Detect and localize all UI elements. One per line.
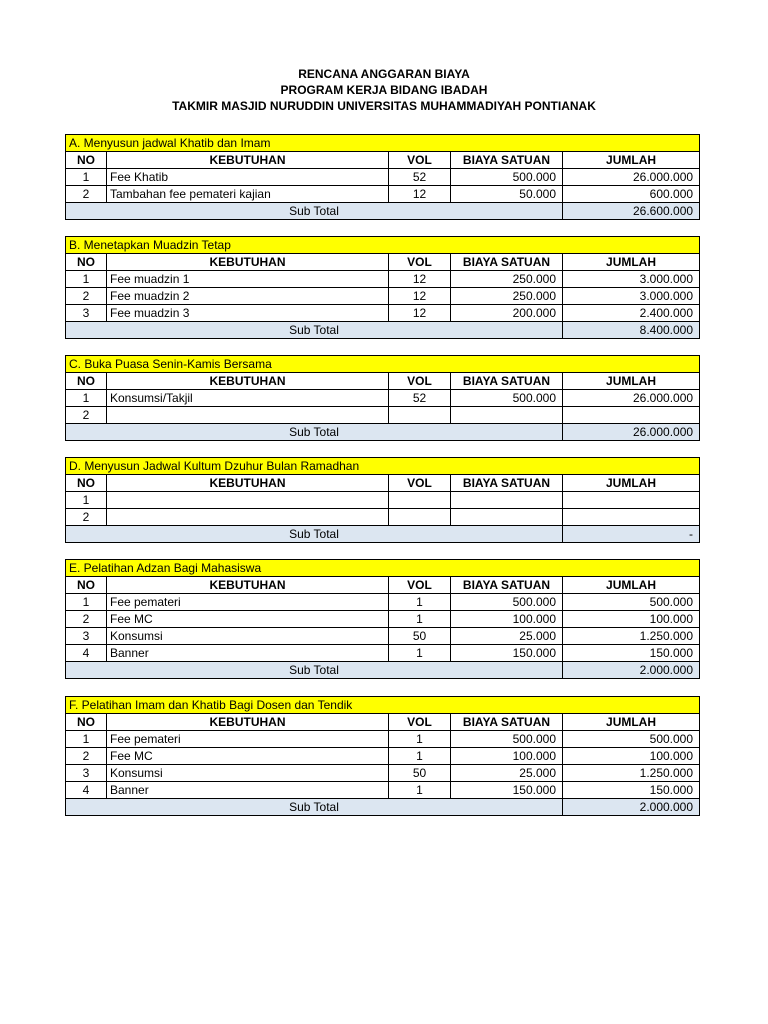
header-biaya-satuan: BIAYA SATUAN bbox=[451, 373, 563, 390]
cell-kebutuhan: Banner bbox=[107, 645, 389, 662]
cell-no: 4 bbox=[66, 645, 107, 662]
cell-no: 1 bbox=[66, 169, 107, 186]
column-header-row bbox=[66, 254, 700, 271]
section-title: E. Pelatihan Adzan Bagi Mahasiswa bbox=[66, 560, 700, 577]
cell-no: 1 bbox=[66, 390, 107, 407]
column-header-row bbox=[66, 714, 700, 731]
header-vol: VOL bbox=[389, 373, 451, 390]
cell-no: 2 bbox=[66, 407, 107, 424]
section-title-row bbox=[66, 458, 700, 475]
cell-biaya-satuan: 500.000 bbox=[451, 169, 563, 186]
cell-no: 2 bbox=[66, 748, 107, 765]
title-line-1: RENCANA ANGGARAN BIAYA bbox=[298, 67, 470, 81]
cell-biaya-satuan: 25.000 bbox=[451, 628, 563, 645]
cell-kebutuhan: Fee Khatib bbox=[107, 169, 389, 186]
cell-biaya-satuan: 250.000 bbox=[451, 288, 563, 305]
cell-vol: 52 bbox=[389, 169, 451, 186]
header-jumlah: JUMLAH bbox=[563, 714, 700, 731]
section-title: B. Menetapkan Muadzin Tetap bbox=[66, 237, 700, 254]
cell-no: 2 bbox=[66, 509, 107, 526]
cell-biaya-satuan: 500.000 bbox=[451, 731, 563, 748]
cell-vol: 12 bbox=[389, 305, 451, 322]
subtotal-row bbox=[66, 322, 700, 339]
budget-table bbox=[65, 696, 700, 816]
table-row bbox=[66, 186, 700, 203]
cell-biaya-satuan: 500.000 bbox=[451, 594, 563, 611]
cell-kebutuhan: Fee pemateri bbox=[107, 594, 389, 611]
cell-biaya-satuan bbox=[451, 509, 563, 526]
table-row bbox=[66, 748, 700, 765]
table-row bbox=[66, 645, 700, 662]
column-header-row bbox=[66, 577, 700, 594]
header-jumlah: JUMLAH bbox=[563, 373, 700, 390]
cell-vol: 1 bbox=[389, 611, 451, 628]
cell-no: 3 bbox=[66, 628, 107, 645]
table-row bbox=[66, 782, 700, 799]
budget-table bbox=[65, 355, 700, 441]
subtotal-label: Sub Total bbox=[66, 424, 563, 441]
cell-no: 1 bbox=[66, 731, 107, 748]
cell-biaya-satuan: 150.000 bbox=[451, 782, 563, 799]
header-no: NO bbox=[66, 373, 107, 390]
header-vol: VOL bbox=[389, 475, 451, 492]
subtotal-row bbox=[66, 203, 700, 220]
table-row bbox=[66, 271, 700, 288]
header-no: NO bbox=[66, 254, 107, 271]
header-kebutuhan: KEBUTUHAN bbox=[107, 152, 389, 169]
cell-kebutuhan: Fee pemateri bbox=[107, 731, 389, 748]
budget-table bbox=[65, 457, 700, 543]
cell-jumlah: 100.000 bbox=[563, 611, 700, 628]
column-header-row bbox=[66, 373, 700, 390]
table-row bbox=[66, 594, 700, 611]
cell-jumlah: 150.000 bbox=[563, 782, 700, 799]
cell-vol: 1 bbox=[389, 731, 451, 748]
header-biaya-satuan: BIAYA SATUAN bbox=[451, 254, 563, 271]
cell-vol: 50 bbox=[389, 628, 451, 645]
cell-biaya-satuan: 200.000 bbox=[451, 305, 563, 322]
cell-biaya-satuan: 50.000 bbox=[451, 186, 563, 203]
section-title: A. Menyusun jadwal Khatib dan Imam bbox=[66, 135, 700, 152]
cell-kebutuhan bbox=[107, 407, 389, 424]
cell-vol bbox=[389, 407, 451, 424]
header-kebutuhan: KEBUTUHAN bbox=[107, 475, 389, 492]
cell-no: 2 bbox=[66, 288, 107, 305]
header-jumlah: JUMLAH bbox=[563, 152, 700, 169]
subtotal-value: 26.000.000 bbox=[563, 424, 700, 441]
cell-no: 1 bbox=[66, 492, 107, 509]
budget-section bbox=[65, 559, 699, 679]
table-row bbox=[66, 305, 700, 322]
budget-section bbox=[65, 457, 699, 543]
cell-kebutuhan: Fee muadzin 3 bbox=[107, 305, 389, 322]
cell-kebutuhan: Banner bbox=[107, 782, 389, 799]
cell-vol: 1 bbox=[389, 782, 451, 799]
section-title-row bbox=[66, 560, 700, 577]
cell-kebutuhan: Konsumsi/Takjil bbox=[107, 390, 389, 407]
budget-table bbox=[65, 134, 700, 220]
cell-jumlah bbox=[563, 492, 700, 509]
cell-vol: 12 bbox=[389, 271, 451, 288]
table-row bbox=[66, 492, 700, 509]
header-biaya-satuan: BIAYA SATUAN bbox=[451, 475, 563, 492]
section-title-row bbox=[66, 697, 700, 714]
title-line-2: PROGRAM KERJA BIDANG IBADAH bbox=[280, 83, 488, 97]
header-vol: VOL bbox=[389, 254, 451, 271]
cell-jumlah: 1.250.000 bbox=[563, 628, 700, 645]
cell-vol: 1 bbox=[389, 748, 451, 765]
cell-jumlah: 3.000.000 bbox=[563, 271, 700, 288]
table-row bbox=[66, 509, 700, 526]
header-kebutuhan: KEBUTUHAN bbox=[107, 373, 389, 390]
header-kebutuhan: KEBUTUHAN bbox=[107, 714, 389, 731]
subtotal-row bbox=[66, 662, 700, 679]
cell-vol bbox=[389, 509, 451, 526]
table-row bbox=[66, 407, 700, 424]
cell-jumlah: 26.000.000 bbox=[563, 169, 700, 186]
header-no: NO bbox=[66, 475, 107, 492]
cell-jumlah: 150.000 bbox=[563, 645, 700, 662]
header-kebutuhan: KEBUTUHAN bbox=[107, 577, 389, 594]
cell-biaya-satuan: 100.000 bbox=[451, 611, 563, 628]
cell-vol: 50 bbox=[389, 765, 451, 782]
subtotal-value: 26.600.000 bbox=[563, 203, 700, 220]
section-title-row bbox=[66, 237, 700, 254]
section-title-row bbox=[66, 356, 700, 373]
subtotal-value: 2.000.000 bbox=[563, 662, 700, 679]
cell-kebutuhan bbox=[107, 509, 389, 526]
section-title: D. Menyusun Jadwal Kultum Dzuhur Bulan Ramadhan bbox=[66, 458, 700, 475]
cell-jumlah: 100.000 bbox=[563, 748, 700, 765]
table-row bbox=[66, 169, 700, 186]
budget-section bbox=[65, 355, 699, 441]
cell-no: 1 bbox=[66, 594, 107, 611]
header-biaya-satuan: BIAYA SATUAN bbox=[451, 577, 563, 594]
cell-jumlah bbox=[563, 509, 700, 526]
subtotal-label: Sub Total bbox=[66, 526, 563, 543]
table-row bbox=[66, 611, 700, 628]
table-row bbox=[66, 731, 700, 748]
header-kebutuhan: KEBUTUHAN bbox=[107, 254, 389, 271]
cell-no: 2 bbox=[66, 611, 107, 628]
cell-jumlah: 3.000.000 bbox=[563, 288, 700, 305]
header-no: NO bbox=[66, 152, 107, 169]
header-no: NO bbox=[66, 714, 107, 731]
cell-jumlah bbox=[563, 407, 700, 424]
subtotal-row bbox=[66, 526, 700, 543]
cell-kebutuhan: Konsumsi bbox=[107, 628, 389, 645]
header-biaya-satuan: BIAYA SATUAN bbox=[451, 152, 563, 169]
header-no: NO bbox=[66, 577, 107, 594]
budget-section bbox=[65, 134, 699, 220]
section-title-row bbox=[66, 135, 700, 152]
document-header bbox=[0, 66, 768, 114]
budget-table bbox=[65, 559, 700, 679]
header-vol: VOL bbox=[389, 714, 451, 731]
header-jumlah: JUMLAH bbox=[563, 475, 700, 492]
subtotal-label: Sub Total bbox=[66, 799, 563, 816]
cell-vol: 12 bbox=[389, 288, 451, 305]
cell-biaya-satuan: 250.000 bbox=[451, 271, 563, 288]
cell-biaya-satuan bbox=[451, 407, 563, 424]
subtotal-row bbox=[66, 799, 700, 816]
cell-kebutuhan: Fee muadzin 1 bbox=[107, 271, 389, 288]
cell-kebutuhan: Konsumsi bbox=[107, 765, 389, 782]
subtotal-value: 8.400.000 bbox=[563, 322, 700, 339]
cell-no: 1 bbox=[66, 271, 107, 288]
cell-vol: 1 bbox=[389, 645, 451, 662]
table-row bbox=[66, 390, 700, 407]
table-row bbox=[66, 628, 700, 645]
header-jumlah: JUMLAH bbox=[563, 577, 700, 594]
cell-no: 2 bbox=[66, 186, 107, 203]
cell-jumlah: 500.000 bbox=[563, 594, 700, 611]
cell-no: 3 bbox=[66, 765, 107, 782]
cell-no: 3 bbox=[66, 305, 107, 322]
subtotal-value: 2.000.000 bbox=[563, 799, 700, 816]
subtotal-label: Sub Total bbox=[66, 322, 563, 339]
column-header-row bbox=[66, 475, 700, 492]
header-biaya-satuan: BIAYA SATUAN bbox=[451, 714, 563, 731]
cell-vol: 12 bbox=[389, 186, 451, 203]
header-vol: VOL bbox=[389, 577, 451, 594]
header-jumlah: JUMLAH bbox=[563, 254, 700, 271]
cell-jumlah: 1.250.000 bbox=[563, 765, 700, 782]
budget-table bbox=[65, 236, 700, 339]
cell-kebutuhan: Tambahan fee pemateri kajian bbox=[107, 186, 389, 203]
header-vol: VOL bbox=[389, 152, 451, 169]
cell-kebutuhan bbox=[107, 492, 389, 509]
column-header-row bbox=[66, 152, 700, 169]
budget-section bbox=[65, 696, 699, 816]
cell-kebutuhan: Fee MC bbox=[107, 748, 389, 765]
subtotal-row bbox=[66, 424, 700, 441]
cell-biaya-satuan: 500.000 bbox=[451, 390, 563, 407]
table-row bbox=[66, 765, 700, 782]
subtotal-label: Sub Total bbox=[66, 662, 563, 679]
section-title: C. Buka Puasa Senin-Kamis Bersama bbox=[66, 356, 700, 373]
cell-biaya-satuan bbox=[451, 492, 563, 509]
subtotal-label: Sub Total bbox=[66, 203, 563, 220]
cell-vol bbox=[389, 492, 451, 509]
cell-biaya-satuan: 150.000 bbox=[451, 645, 563, 662]
cell-vol: 1 bbox=[389, 594, 451, 611]
cell-biaya-satuan: 100.000 bbox=[451, 748, 563, 765]
cell-jumlah: 600.000 bbox=[563, 186, 700, 203]
cell-jumlah: 26.000.000 bbox=[563, 390, 700, 407]
cell-biaya-satuan: 25.000 bbox=[451, 765, 563, 782]
cell-vol: 52 bbox=[389, 390, 451, 407]
budget-section bbox=[65, 236, 699, 339]
table-row bbox=[66, 288, 700, 305]
subtotal-value: - bbox=[563, 526, 700, 543]
cell-jumlah: 500.000 bbox=[563, 731, 700, 748]
cell-no: 4 bbox=[66, 782, 107, 799]
cell-kebutuhan: Fee MC bbox=[107, 611, 389, 628]
section-title: F. Pelatihan Imam dan Khatib Bagi Dosen dan Tendik bbox=[66, 697, 700, 714]
cell-jumlah: 2.400.000 bbox=[563, 305, 700, 322]
cell-kebutuhan: Fee muadzin 2 bbox=[107, 288, 389, 305]
title-line-3: TAKMIR MASJID NURUDDIN UNIVERSITAS MUHAMMADIYAH PONTIANAK bbox=[172, 99, 596, 113]
